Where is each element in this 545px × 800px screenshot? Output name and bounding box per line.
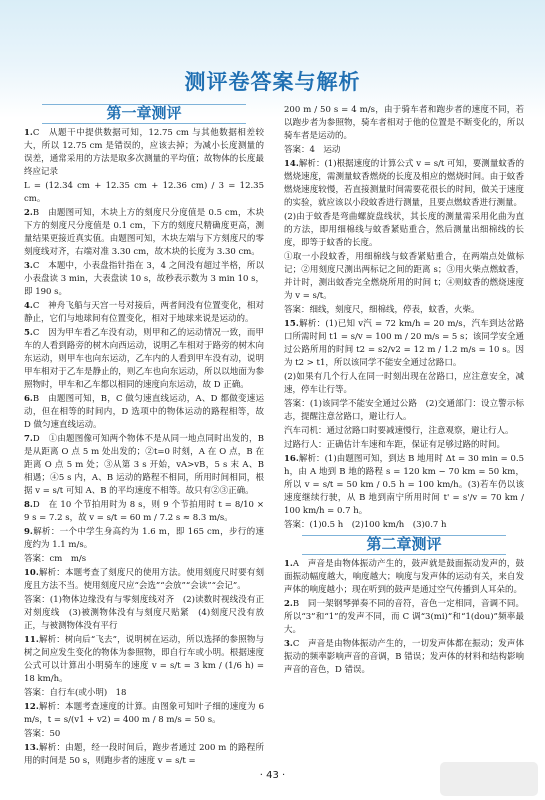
answer-text: ①取一小段蚊香，用细棉线与蚊香紧贴重合，在两端点处做标记；②用刻度尺测出两标记之间的距离 s；③用火柴点燃蚊香，并计时，测出蚊香完全燃烧所用的时间 t；④则蚊香的燃烧速度为 v = s/t。	[284, 252, 524, 301]
answer-item	[284, 558, 524, 597]
page-title: 测评卷答案与解析	[184, 70, 361, 94]
answer-text: B 同一架钢琴弹奏不同的音符，音色一定相同，音调不同。所以“3”和“1”的发声不同，而 C 调“3(mi)”和“1(dou)”频率最大。	[284, 599, 524, 635]
answer-item	[284, 519, 524, 532]
question-number: 1.	[284, 559, 293, 569]
answer-text: 答案：(1)0.5 h (2)100 km/h (3)0.7 h	[284, 520, 447, 530]
answer-text: 答案：4 运动	[284, 145, 341, 155]
answer-item	[24, 701, 264, 727]
answer-text: 过路行人：正确估计车速和车距，保证有足够过路的时间。	[284, 440, 506, 450]
answer-item	[24, 567, 264, 593]
question-number: 12.	[24, 702, 39, 712]
question-number: 2.	[284, 599, 293, 609]
answer-text: 解析：树向后“飞去”，说明树在运动，所以选择的参照物与树之间应发生变化的物体为参照物，即自行车或小明。根据速度公式可以计算出小明骑车的速度 v = s/t = 3 km / (1/6 h) = 18 km/h。	[24, 635, 264, 684]
answer-text: C 因为甲车看乙车没有动，则甲和乙的运动情况一致，而甲车的人看到路旁的树木向西运动，说明乙车相对于路旁的树木向东运动，则甲车也向东运动，乙车内的人看到甲车没有动，说明甲车相对于乙车是静止的，则乙车也向东运动，所以以地面为参照物时，甲车和乙车都以相同的速度向东运动，故 D 正确。	[24, 328, 264, 390]
question-number: 5.	[24, 328, 33, 338]
answer-item	[24, 433, 264, 498]
answer-item	[24, 327, 264, 392]
question-number: 3.	[284, 639, 293, 649]
answer-item	[24, 127, 264, 179]
answer-text: L = (12.34 cm + 12.35 cm + 12.36 cm) / 3 = 12.35 cm。	[24, 181, 264, 204]
question-number: 4.	[24, 301, 33, 311]
question-number: 2.	[24, 208, 33, 218]
answer-item	[24, 634, 264, 686]
answer-item	[24, 499, 264, 525]
answer-text: 解析：(1)根据速度的计算公式 v = s/t 可知，要测量蚊香的燃烧速度，需测量蚊香燃烧的长度及相应的燃烧时间。由于蚊香燃烧速度较慢，若直接测量时间需要花很长的时间，做关于速度的实验，就应该以小段蚊香进行测量，且要点燃蚊香进行测量。	[284, 159, 524, 208]
answer-text: D 在 10 个节拍用时为 8 s，则 9 个节拍用时 t = 8/10 × 9 s = 7.2 s，故 v = s/t = 60 m / 7.2 s ≈ 8.3 m/s。	[24, 500, 264, 523]
answer-text: C 本题中，小表盘指针指在 3，4 之间没有超过半格，所以小表盘读 3 min，大表盘读 10 s，故秒表示数为 3 min 10 s，即 190 s。	[24, 261, 264, 297]
answer-text: 200 m / 50 s = 4 m/s，由于骑车者和跑步者的速度不同，若以跑步者为参照物，骑车者相对于他的位置是不断变化的，所以骑车者是运动的。	[284, 105, 524, 141]
answer-item	[284, 144, 524, 157]
answer-item	[284, 398, 524, 424]
question-number: 8.	[24, 500, 33, 510]
chapter-heading-1: 第一章测评	[42, 104, 246, 124]
answer-text: C 从题干中提供数据可知，12.75 cm 与其他数据相差较大，所以 12.75 cm 是错误的，应该去掉；为减小长度测量的误差，通常采用的方法是取多次测量的平均值；故物体的长度最终应记录	[24, 128, 264, 177]
answer-text: B 由题图可知，木块上方的刻度尺分度值是 0.5 cm，木块下方的刻度尺分度值是 0.1 cm，下方的刻度尺精确度更高，测量结果更接近真实值。由题图可知，木块左端与下方刻度尺的零刻度线对齐，右端对准 3.30 cm，故木块的长度为 3.30 cm。	[24, 208, 264, 257]
left-column	[24, 104, 264, 769]
answer-text: 答案：(1)该同学不能安全通过公路 (2)交通部门：设立警示标志，提醒注意岔路口，避让行人。	[284, 399, 524, 422]
answer-text: B 由题图可知，B，C 做匀速直线运动，A、D 都做变速运动，但在相等的时间内，D 选项中的物体运动的路程相等，故 D 做匀速直线运动。	[24, 394, 264, 430]
answer-item	[24, 300, 264, 326]
answer-text: 答案：细线，刻度尺，细棉线，停表，蚊香，火柴。	[284, 305, 480, 315]
answer-item	[24, 553, 264, 566]
answer-item	[24, 742, 264, 768]
answer-item	[24, 594, 264, 633]
question-number: 7.	[24, 434, 33, 444]
question-number: 14.	[284, 159, 299, 169]
question-number: 1.	[24, 128, 33, 138]
question-number: 3.	[24, 261, 33, 271]
question-number: 10.	[24, 568, 39, 578]
answer-item	[24, 207, 264, 259]
answer-item	[284, 104, 524, 143]
answer-text: 解析：本题考查了刻度尺的使用方法。使用刻度尺时要有刻度且方法不当。使用刻度尺应“会选”“会放”“会读”“会记”。	[24, 568, 264, 591]
answer-item	[24, 260, 264, 299]
answer-text: 解析：本题考查速度的计算。由图象可知叶子细的速度为 6 m/s，t = s/(v1 + v2) = 400 m / 8 m/s = 50 s。	[24, 702, 264, 725]
answer-text: D ①由题图像可知两个物体不是从同一地点同时出发的，B 是从距离 O 点 5 m 处出发的；②t=0 时刻，A 在 O 点，B 在距离 O 点 5 m 处；③从第 3 s 开始，vA>vB，5 s 末 A、B 相遇；④5 s 内，A、B 运动的路程不相同，所用时间相同，根据 v = s/t 可知 A、B 的平均速度不相等。故只有②③正确。	[24, 434, 264, 496]
answer-item	[284, 318, 524, 370]
chapter-heading-2: 第二章测评	[302, 535, 506, 555]
answer-text: 答案：(1)物体边缘没有与零刻度线对齐 (2)读数时视线没有正对刻度线 (3)被测物体没有与刻度尺贴紧 (4)刻度尺没有放正，与被测物体没有平行	[24, 595, 264, 631]
answer-text: C 声音是由物体振动产生的，一切发声体都在振动；发声体振动的频率影响声音的音调，B 错误；发声体的材料和结构影响声音的音色，D 错误。	[284, 639, 524, 675]
question-number: 6.	[24, 394, 33, 404]
answer-item	[284, 453, 524, 518]
answer-text: 答案：50	[24, 729, 61, 739]
answer-text: 答案：自行车(或小明) 18	[24, 688, 127, 698]
answer-item	[284, 371, 524, 397]
header-band	[0, 0, 545, 118]
answer-text: 汽车司机：通过岔路口时要减速慢行，注意观察，避让行人。	[284, 426, 514, 436]
question-number: 15.	[284, 319, 299, 329]
answer-text: 解析：(1)已知 v汽 = 72 km/h = 20 m/s，汽车到达岔路口所需时间 t1 = s/v = 100 m / 20 m/s = 5 s；该同学安全通过公路所用的时间 t2 = s2/v2 = 12 m / 1.2 m/s = 10 s。因为 t2 > t1，所以该同学不能安全通过岔路口。	[284, 319, 524, 368]
answer-item	[284, 425, 524, 438]
answer-text: 答案：cm m/s	[24, 554, 87, 564]
watermark-logo	[440, 762, 538, 796]
question-number: 16.	[284, 454, 299, 464]
answer-item	[24, 393, 264, 432]
right-column	[284, 104, 524, 678]
answer-item	[24, 687, 264, 700]
answer-item	[24, 180, 264, 206]
right-items	[284, 104, 524, 532]
answer-item	[284, 158, 524, 210]
answer-text: 解析：一个中学生身高约为 1.6 m，即 165 cm，步行的速度约为 1.1 m/s。	[24, 527, 264, 550]
answer-text: C 神舟飞船与天宫一号对接后，两者间没有位置变化，相对静止，它们与地球间有位置变化，相对于地球来说是运动的。	[24, 301, 264, 324]
answer-item	[284, 638, 524, 677]
answer-text: (2)如果有几个行人在同一时刻出现在岔路口，应注意安全，减速，停车让行等。	[284, 372, 524, 395]
answer-item	[284, 251, 524, 303]
page-number: · 43 ·	[259, 770, 286, 781]
question-number: 9.	[24, 527, 33, 537]
answer-item	[24, 728, 264, 741]
answer-item	[284, 304, 524, 317]
answer-text: A 声音是由物体振动产生的，鼓声就是鼓面振动发声的，鼓面振动幅度越大，响度越大；响度与发声体的运动有关，来自发声体的响度越小；现在听到的鼓声是通过空气传播到人耳朵的。	[284, 559, 524, 595]
question-number: 11.	[24, 635, 39, 645]
answer-item	[284, 211, 524, 250]
question-number: 13.	[24, 743, 39, 753]
answer-text: (2)由于蚊香是弯曲螺旋盘线状，其长度的测量需采用化曲为直的方法，即用细棉线与蚊香紧贴重合，然后测量出细棉线的长度，即等于蚊香的长度。	[284, 212, 524, 248]
answer-item	[284, 598, 524, 637]
answer-text: 解析：由题，经一段时间后，跑步者通过 200 m 的路程所用的时间是 50 s，则跑步者的速度 v = s/t =	[24, 743, 264, 766]
answer-text: 解析：(1)由题图可知，到达 B 地用时 Δt = 30 min = 0.5 h，由 A 地到 B 地的路程 s = 120 km − 70 km = 50 km，所以 v = s/t = 50 km / 0.5 h = 100 km/h。(3)若车仍以该速度继续行驶，从 B 地到南宁所用时间 t' = s'/v = 70 km / 100 km/h = 0.7 h。	[284, 454, 524, 516]
right-items-2	[284, 558, 524, 677]
answer-item	[24, 526, 264, 552]
left-items	[24, 127, 264, 768]
answer-item	[284, 439, 524, 452]
